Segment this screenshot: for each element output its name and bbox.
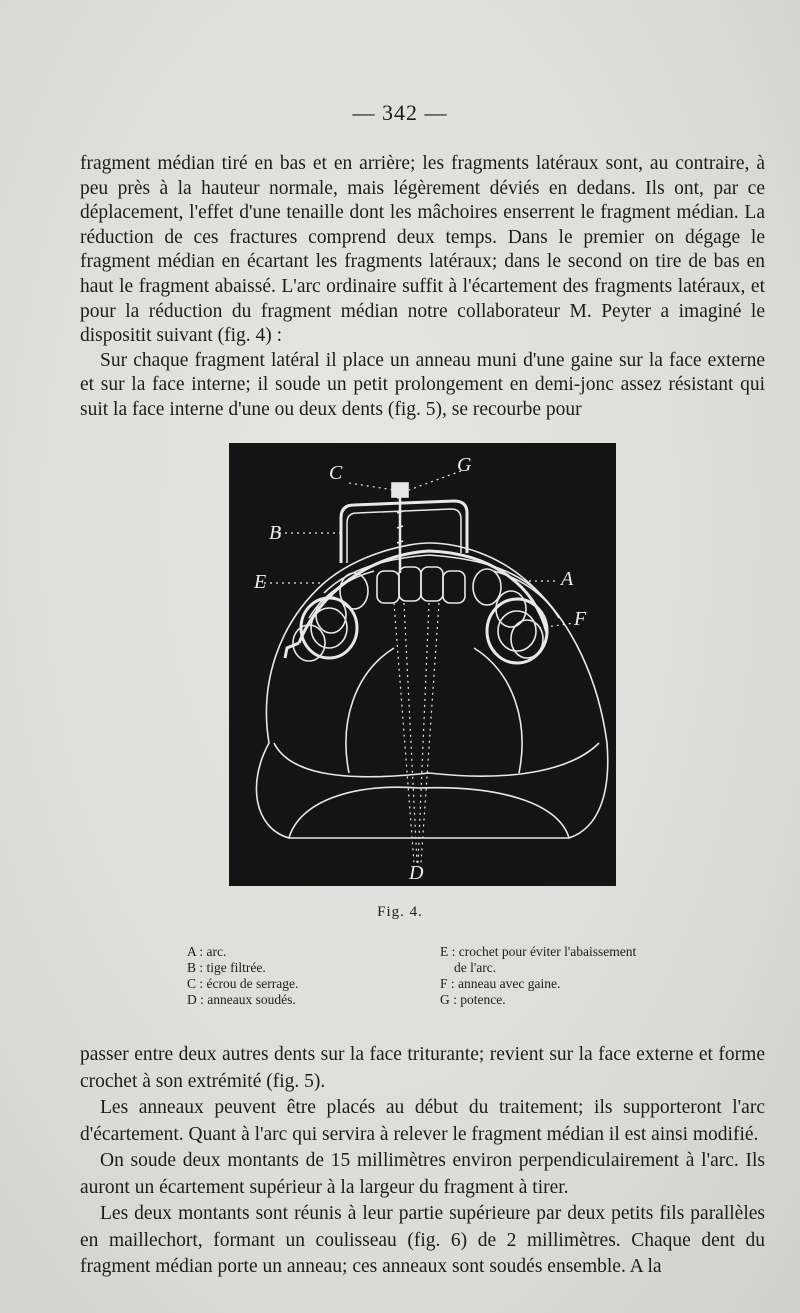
paragraph: Sur chaque fragment latéral il place un anneau muni d'une gaine sur la face externe et sur la face interne; il soude un petit prolongement en demi-jonc assez résistant qui suit la face interne d'une ou deux dents (fig. 5), se recourbe pour bbox=[80, 349, 765, 420]
label-f: F bbox=[574, 608, 587, 630]
legend-left bbox=[187, 944, 298, 1008]
legend-item: F : anneau avec gaine. bbox=[440, 976, 561, 991]
paragraph: On soude deux montants de 15 millimètres environ perpendiculairement à l'arc. Ils auront un écartement supérieur à la largeur du fragment à tirer. bbox=[80, 1150, 765, 1198]
figure-caption: Fig. 4. bbox=[377, 904, 423, 920]
paragraph: fragment médian tiré en bas et en arrière; les fragments latéraux sont, au contraire, à peu près à la hauteur normale, mais légèrement déviés en dedans. Ils ont, par ce déplacement, l'effet d'une tenaille dont les mâchoires enserrent le fragment médian. La réduction de ces fractures comprend deux temps. Dans le premier on dégage le fragment médian en écartant les fragments latéraux; dans le second on tire de bas en haut le fragment abaissé. L'arc ordinaire suffit à l'écartement des fragments latéraux, et pour la réduction du fragment médian notre collaborateur M. Peyter a imaginé le dispositit suivant (fig. 4) : bbox=[80, 153, 765, 347]
label-b: B bbox=[269, 522, 282, 544]
figure-dental-apparatus bbox=[229, 443, 616, 886]
paragraph: Les anneaux peuvent être placés au début du traitement; ils supporteront l'arc d'écartement. Quant à l'arc qui servira à relever le fragment médian il est ainsi modifié. bbox=[80, 1097, 765, 1145]
paragraph: Les deux montants sont réunis à leur partie supérieure par deux petits fils parallèles en maillechort, formant un coulisseau (fig. 6) de 2 millimètres. Chaque dent du fragment médian porte un anneau; ces anneaux sont soudés ensemble. A la bbox=[80, 1203, 765, 1277]
legend-item: E : crochet pour éviter l'abaissement bbox=[440, 944, 637, 959]
top-text bbox=[80, 152, 765, 423]
label-e: E bbox=[254, 571, 267, 593]
legend-item: D : anneaux soudés. bbox=[187, 992, 296, 1007]
legend-right bbox=[440, 944, 636, 1008]
dental-cast-drawing bbox=[229, 443, 616, 886]
legend-item: G : potence. bbox=[440, 992, 506, 1007]
label-a: A bbox=[561, 568, 574, 590]
page-number: — 342 — bbox=[352, 100, 448, 125]
label-c: C bbox=[329, 462, 343, 484]
label-d: D bbox=[409, 862, 424, 884]
legend-item: C : écrou de serrage. bbox=[187, 976, 299, 991]
legend-item: A : arc. bbox=[187, 944, 227, 959]
bottom-text bbox=[80, 1042, 765, 1281]
legend-item: B : tige filtrée. bbox=[187, 960, 266, 975]
legend-item: de l'arc. bbox=[454, 960, 497, 975]
paragraph: passer entre deux autres dents sur la face triturante; revient sur la face externe et forme crochet à son extrémité (fig. 5). bbox=[80, 1044, 765, 1092]
label-g: G bbox=[457, 454, 472, 476]
